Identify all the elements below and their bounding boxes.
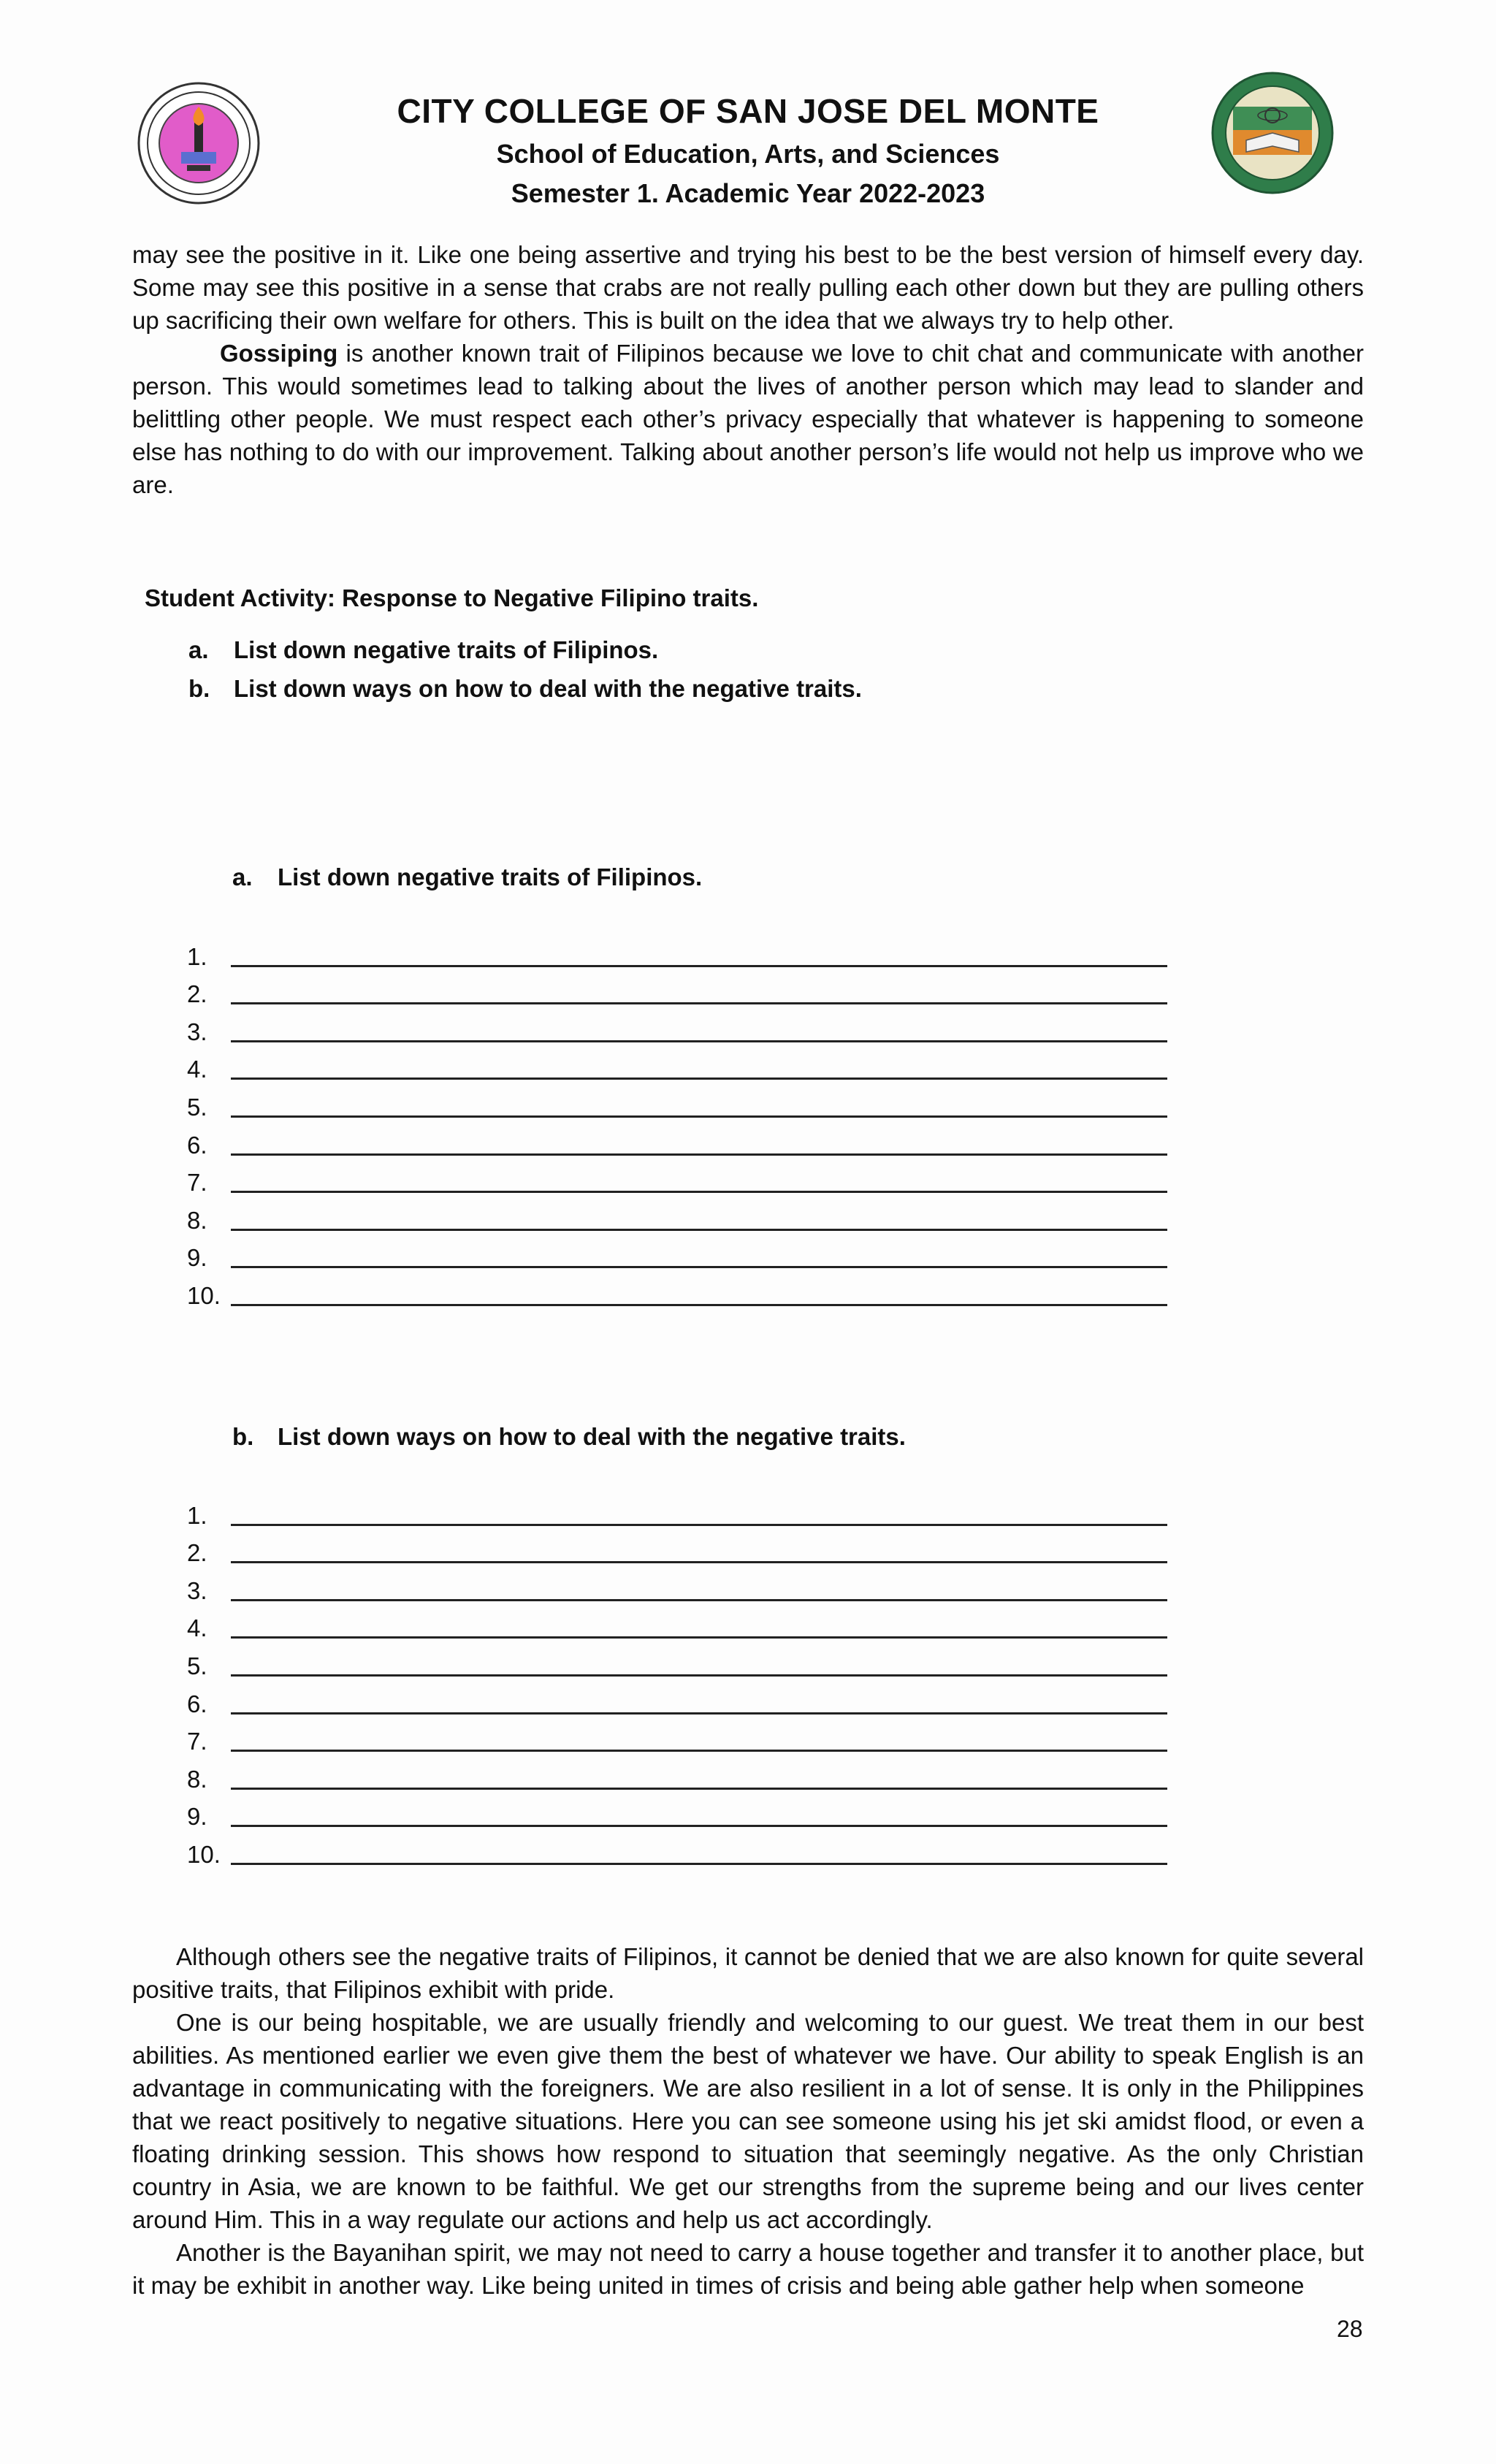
answer-blank-line[interactable] xyxy=(231,1574,1167,1601)
answer-row xyxy=(187,1197,1173,1235)
instruction-b xyxy=(188,672,862,706)
answer-blank-line[interactable] xyxy=(231,1279,1167,1306)
answer-blank-line[interactable] xyxy=(231,1725,1167,1752)
answer-row xyxy=(187,972,1173,1010)
answer-blank-line[interactable] xyxy=(231,1129,1167,1156)
bayanihan-paragraph: Another is the Bayanihan spirit, we may not need to carry a house together and transfer it to another place, but it may be exhibit in another way. Like being united in times of crisis and being able gather help when someone xyxy=(132,2239,1364,2299)
answer-row xyxy=(187,1084,1173,1122)
instruction-a xyxy=(188,633,658,667)
answer-blank-line[interactable] xyxy=(231,1536,1167,1563)
section-heading-text: List down negative traits of Filipinos. xyxy=(278,863,703,890)
answer-number: 2. xyxy=(187,1539,207,1567)
answer-row xyxy=(187,1122,1173,1160)
answer-row xyxy=(187,1492,1173,1530)
intro-text xyxy=(132,238,1364,501)
answer-number: 3. xyxy=(187,1576,207,1604)
answer-number: 4. xyxy=(187,1056,207,1083)
answer-list-a xyxy=(187,934,1173,1311)
answer-row xyxy=(187,1643,1173,1681)
answer-blank-line[interactable] xyxy=(231,1241,1167,1268)
answer-number: 1. xyxy=(187,1501,207,1529)
school-name: School of Education, Arts, and Sciences xyxy=(496,139,1000,169)
college-name: CITY COLLEGE OF SAN JOSE DEL MONTE xyxy=(397,92,1099,130)
answer-row xyxy=(187,934,1173,972)
answer-number: 10. xyxy=(187,1840,221,1868)
page-number: 28 xyxy=(1337,2316,1363,2342)
answer-blank-line[interactable] xyxy=(231,1763,1167,1790)
answer-blank-line[interactable] xyxy=(231,1091,1167,1118)
section-a-heading xyxy=(232,861,702,894)
section-b-heading xyxy=(232,1420,906,1454)
section-letter: a. xyxy=(232,863,253,890)
answer-number: 2. xyxy=(187,980,207,1008)
activity-title: Student Activity: Response to Negative Filipino traits. xyxy=(145,584,759,611)
answer-blank-line[interactable] xyxy=(231,940,1167,967)
gossiping-term: Gossiping xyxy=(220,340,338,367)
answer-number: 6. xyxy=(187,1690,207,1717)
answer-blank-line[interactable] xyxy=(231,1204,1167,1231)
instruction-text: List down ways on how to deal with the negative traits. xyxy=(234,675,862,702)
answer-row xyxy=(187,1530,1173,1568)
answer-number: 5. xyxy=(187,1652,207,1679)
answer-list-b xyxy=(187,1492,1173,1869)
answer-number: 9. xyxy=(187,1244,207,1272)
answer-row xyxy=(187,1235,1173,1273)
answer-row xyxy=(187,1009,1173,1047)
gossiping-text: is another known trait of Filipinos because we love to chit chat and communicate with another person. This would sometimes lead to talking about the lives of another person which may lead to slander and belittling other people. We must respect each other’s privacy especially that whatever is happening to someone else has nothing to do with our improvement. Talking about another person’s life would not help us improve who we are. xyxy=(132,340,1364,498)
answer-blank-line[interactable] xyxy=(231,1499,1167,1526)
answer-row xyxy=(187,1273,1173,1311)
answer-blank-line[interactable] xyxy=(231,1015,1167,1042)
answer-blank-line[interactable] xyxy=(231,1053,1167,1080)
answer-row xyxy=(187,1756,1173,1794)
instruction-letter: a. xyxy=(188,636,209,663)
answer-number: 9. xyxy=(187,1803,207,1831)
document-header xyxy=(0,88,1496,213)
answer-number: 6. xyxy=(187,1131,207,1159)
answer-blank-line[interactable] xyxy=(231,1611,1167,1639)
semester-line: Semester 1. Academic Year 2022-2023 xyxy=(511,178,985,208)
answer-row xyxy=(187,1568,1173,1606)
intro-paragraph: may see the positive in it. Like one being assertive and trying his best to be the best version of himself every day. Some may see this positive in a sense that crabs are not really pulling each other down but they are pulling others up sacrificing their own welfare for others. This is built on the idea that we always try to help other. xyxy=(132,241,1364,334)
hospitality-paragraph: One is our being hospitable, we are usually friendly and welcoming to our guest. We treat them in our best abilities. As mentioned earlier we even give them the best of whatever we have. Our ability to speak English is an advantage in communicating with the foreigners. We are also resilient in a lot of sense. It is only in the Philippines that we react positively to negative situations. Here you can see someone using his jet ski amidst flood, or even a floating drinking session. This shows how respond to situation that seemingly negative. As the only Christian country in Asia, we are known to be faithful. We get our strengths from the supreme being and our lives center around Him. This in a way regulate our actions and help us act accordingly. xyxy=(132,2009,1364,2233)
answer-number: 4. xyxy=(187,1614,207,1642)
closing-paragraph: Although others see the negative traits of Filipinos, it cannot be denied that we are also known for quite several positive traits, that Filipinos exhibit with pride. xyxy=(132,1943,1364,2003)
section-letter: b. xyxy=(232,1423,254,1450)
answer-number: 1. xyxy=(187,942,207,970)
answer-row xyxy=(187,1831,1173,1869)
closing-text xyxy=(132,1940,1364,2302)
answer-row xyxy=(187,1606,1173,1644)
answer-blank-line[interactable] xyxy=(231,1838,1167,1865)
answer-number: 7. xyxy=(187,1728,207,1755)
answer-blank-line[interactable] xyxy=(231,1687,1167,1714)
answer-number: 10. xyxy=(187,1281,221,1309)
instruction-text: List down negative traits of Filipinos. xyxy=(234,636,659,663)
gossiping-paragraph xyxy=(132,337,1364,501)
answer-number: 8. xyxy=(187,1765,207,1793)
section-heading-text: List down ways on how to deal with the negative traits. xyxy=(278,1423,906,1450)
answer-row xyxy=(187,1719,1173,1757)
answer-number: 5. xyxy=(187,1093,207,1121)
answer-row xyxy=(187,1794,1173,1832)
instruction-letter: b. xyxy=(188,675,210,702)
answer-blank-line[interactable] xyxy=(231,1649,1167,1677)
answer-blank-line[interactable] xyxy=(231,1800,1167,1827)
answer-number: 3. xyxy=(187,1018,207,1045)
answer-row xyxy=(187,1047,1173,1085)
answer-row xyxy=(187,1681,1173,1719)
answer-blank-line[interactable] xyxy=(231,977,1167,1004)
answer-blank-line[interactable] xyxy=(231,1166,1167,1193)
answer-number: 8. xyxy=(187,1206,207,1234)
answer-row xyxy=(187,1160,1173,1198)
answer-number: 7. xyxy=(187,1169,207,1197)
